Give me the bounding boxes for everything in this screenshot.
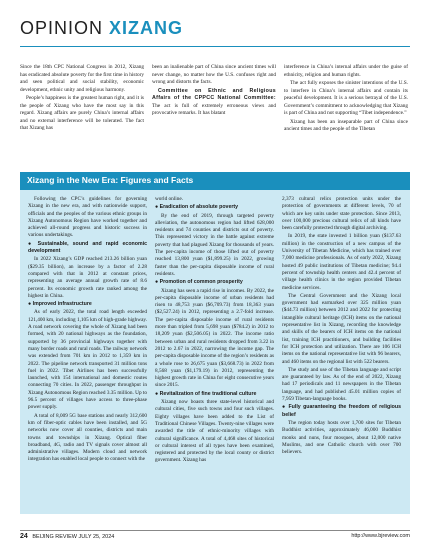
paragraph: In 2022 Xizang’s GDP reached 213.26 billion yuan ($29.35 billion), an increase by a factor of 2.28 compared with that in 2012 at constant prices, representing an average annual growth rate of 8.6 percent. Its economic growth rate ranked among the highest in China. — [28, 256, 147, 299]
subheading: ● Fully guaranteeing the freedom of religious belief — [282, 404, 401, 418]
section-title-sub: XIZANG — [109, 18, 184, 38]
facts-column-1 — [28, 196, 147, 508]
paragraph-rest: The act is full of extremely erroneous views and provocative remarks. It has blatant — [152, 102, 276, 116]
paragraph: Xizang has been an inseparable part of China since ancient times and the people of the Tibetan — [284, 118, 408, 132]
top-column-1 — [20, 64, 144, 169]
paragraph: Xizang now boasts three state-level historical and cultural cities, five such towns and four such villages. Eighty villages have been added to the List of Traditional Chinese Villages. Twenty-nine villages were awarded the title of ethnic-minority villages with cultural significance. A total of 4,468 sites of historical or cultural interest of all types have been examined, registered and protected by the local county or district government. Xizang has — [155, 399, 274, 464]
subheading: ● Revitalization of fine traditional culture — [155, 390, 257, 397]
paragraph: world online. — [155, 196, 183, 202]
top-column-3 — [284, 64, 408, 169]
footer-left — [20, 533, 114, 540]
paragraph: The study and use of the Tibetan language and script are guaranteed by law. As of the end of 2022, Xizang had 17 periodicals and 11 newspapers in the Tibetan language, and had published 45.01 million copies of 7,959 Tibetan-language books. — [282, 366, 401, 403]
paragraph: In 2019, the state invested 1 billion yuan ($137.63 million) in the construction of a new campus of the University of Tibetan Medicine, which has trained over 7,000 medicine professionals. As of early 2022, Xizang hosted 49 public institutions of Tibetan medicine; 94.4 percent of township health centers and 42.4 percent of village health clinics in the region provided Tibetan medicine services. — [282, 233, 401, 291]
facts-panel-title: Xizang in the New Era: Figures and Facts — [27, 175, 194, 185]
facts-panel-header — [20, 172, 410, 190]
paragraph: As of early 2022, the total road length exceeded 121,400 km, including 1,105 km of high-grade highway. A road network covering the whole of Xizang had been formed, with 20 national highways as the foundation, supported by 36 provincial highways together with many border roads and rural roads. The railway network was extended from 701 km in 2012 to 1,359 km in 2022. The pipeline network transported 31 million tons fuel in 2022. Tibet Airlines has been successfully launched, with 154 international and domestic routes connecting 70 cities. In 2022, passenger throughput in Xizang Autonomous Region reached 3.35 million. Up to 96.5 percent of villages have access to three-phase power supply. — [28, 309, 147, 411]
footer-url: http://www.bjreview.com — [351, 533, 410, 539]
subheading: ● Eradication of absolute poverty — [155, 204, 239, 211]
facts-panel — [20, 172, 410, 514]
page-header — [20, 18, 410, 58]
page-number: 24 — [20, 533, 28, 540]
paragraph: The region today hosts over 1,700 sites for Tibetan Buddhist activities, approximately 46,000 Buddhist monks and nuns, four mosques, about 12,000 native Muslims, and one Catholic church with over 700 believers. — [282, 419, 401, 456]
section-title-main: OPINION — [20, 18, 104, 38]
paragraph: 2,373 cultural relics protection units under the protection of governments at different levels, 70 of which are key units under state protection. Since 2013, over 100,000 precious cultural relics of all kinds have been carefully protected through digital archiving. — [282, 196, 401, 232]
paragraph — [152, 88, 276, 118]
facts-column-3 — [282, 196, 401, 508]
paragraph: People’s happiness is the greatest human right, and it is the people of Xizang who have the most say in this regard. Xizang affairs are purely China’s internal affairs and no external interference will be tolerated. The fact that Xizang has — [20, 95, 144, 131]
facts-column-2 — [155, 196, 274, 508]
paragraph: been an inalienable part of China since ancient times will never change, no matter how the U.S. confuses right and wrong and distorts the facts. — [152, 64, 276, 85]
paragraph: The act fully exposes the sinister intentions of the U.S. to interfere in China’s internal affairs and contain its peaceful development. It is a serious betrayal of the U.S. Government’s commitment to acknowledging that Xizang is part of China and not supporting “Tibet independence.” — [284, 80, 408, 116]
paragraph: Xizang has seen a rapid rise in incomes. By 2022, the per-capita disposable income of urban residents had risen to 48,753 yuan ($6,709.73) from 18,363 yuan ($2,527.24) in 2012, representing a 2.7-fold increase. The per-capita disposable income of rural residents more than tripled from 5,698 yuan ($784.2) in 2012 to 18,209 yuan ($2,506.05) in 2022. The income ratio between urban and rural residents dropped from 3.22 in 2012 to 2.67 in 2022, narrowing the income gap. The per-capita disposable income of the region’s residents as a whole rose to 26,675 yuan ($3,668.73) in 2022 from 8,568 yuan ($1,179.19) in 2012, representing the highest growth rate in China for eight consecutive years since 2015. — [155, 287, 274, 389]
paragraph: Following the CPC’s guidelines for governing Xizang in the new era, and with nationwide support, officials and the peoples of the various ethnic groups in Xizang Autonomous Region have worked together and achieved all-round progress and historic success in various undertakings. — [28, 196, 147, 239]
section-title — [20, 18, 410, 39]
subheading: ● Improved infrastructure — [28, 301, 92, 308]
subheading: ● Sustainable, sound and rapid economic development — [28, 240, 147, 255]
header-rule — [20, 46, 410, 47]
paragraph: By the end of 2019, through targeted poverty alleviation, the autonomous region had lifted 628,000 residents and 74 counties and districts out of poverty. This represented victory in the battle against extreme poverty that had plagued Xizang for thousands of years. The per-capita income of those lifted out of poverty reached 13,800 yuan ($1,899.25) in 2022, growing faster than the per-capita disposable income of rural residents. — [155, 212, 274, 277]
article-top-text — [20, 64, 410, 169]
subheading: ● Promotion of common prosperity — [155, 279, 243, 286]
facts-columns — [28, 196, 402, 508]
top-column-2 — [152, 64, 276, 169]
paragraph: The Central Government and the Xizang local government had earmarked over 325 million yuan ($44.73 million) between 2012 and 2022 for protecting intangible cultural heritage (ICH) items on the national representative list in Xizang, recording the knowledge and skills of the bearers of ICH items on the national list, training ICH practitioners, and building facilities for ICH protection and utilization. There are 106 ICH items on the national representative list with 96 bearers, and 460 items on the regional list with 522 bearers. — [282, 292, 401, 365]
page-footer — [20, 530, 410, 544]
paragraph: interference in China’s internal affairs under the guise of ethnicity, religion and human rights. — [284, 64, 408, 78]
footer-rule — [20, 530, 410, 531]
bold-lead: Committee on Ethnic and Religious Affairs of the CPPCC National Committee: — [152, 87, 276, 101]
paragraph: A total of 8,009 5G base stations and nearly 312,600 km of fiber-optic cables have been installed, and 5G networks now cover all counties, districts and main towns and townships in Xizang. Optical fiber broadband, 4G, radio and TV signals cover almost all administrative villages. Modern cloud and network integration has enabled local people to connect with the — [28, 412, 147, 463]
paragraph: Since the 18th CPC National Congress in 2012, Xizang has eradicated absolute poverty for the first time in history and seen political and social stability, economic development, ethnic unity and religious harmony. — [20, 64, 144, 93]
publication-name: BEIJING REVIEW JULY 25, 2024 — [32, 534, 115, 540]
